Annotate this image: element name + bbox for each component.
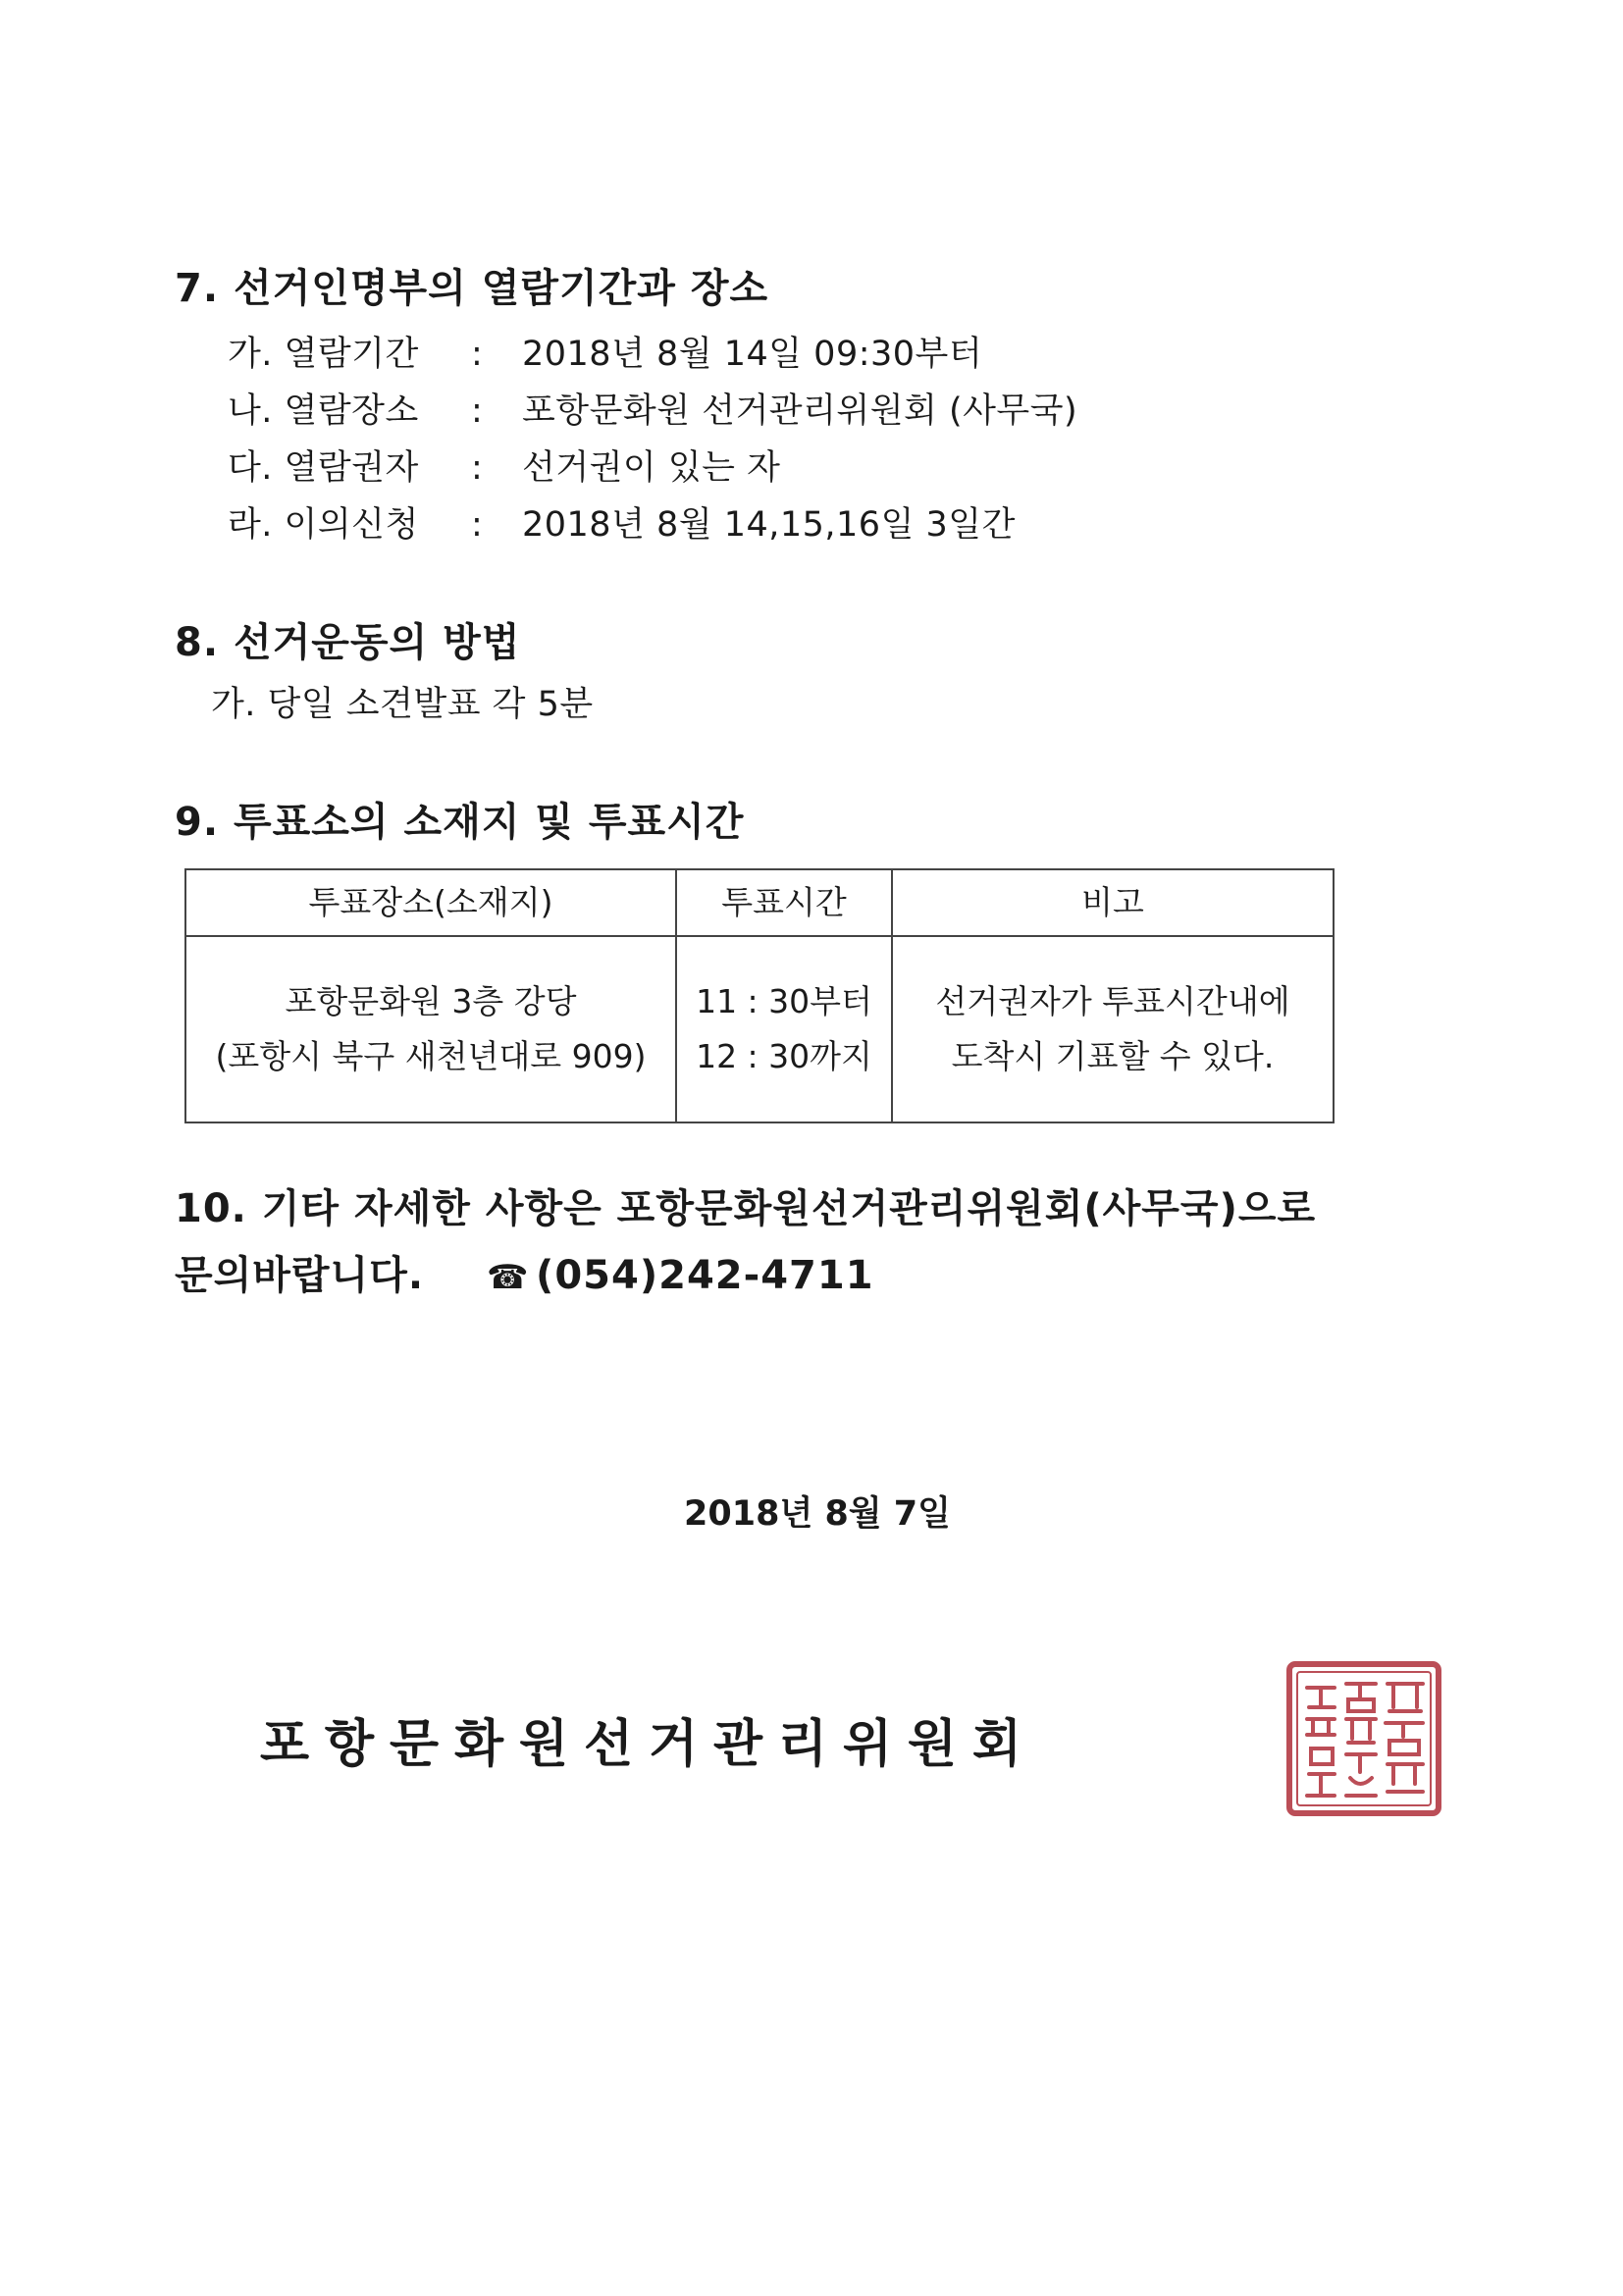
item-value: 2018년 8월 14일 09:30부터 [522,335,983,374]
item-separator: : [471,335,484,374]
item-separator: : [471,505,484,545]
place-line-1: 포항문화원 3층 강당 [285,982,577,1020]
document-date: 2018년 8월 7일 [684,1494,951,1534]
organization-char: 포 [259,1715,310,1774]
section-8-item: 가. 당일 소견발표 각 5분 [211,685,594,724]
organization-char: 회 [971,1715,1022,1774]
telephone-icon: ☎ [487,1258,530,1297]
header-place: 투표장소(소재지) [185,869,676,936]
official-seal-stamp [1283,1658,1444,1819]
item-term: 나. 열람장소 [228,391,419,431]
section-7-title: 7. 선거인명부의 열람기간과 장소 [175,266,769,311]
polling-table [184,868,1335,1123]
section-7-item-viewing-rights [228,441,780,490]
organization-char: 원 [518,1715,569,1774]
organization-char: 화 [453,1715,504,1774]
table-header-row [185,869,1334,936]
item-separator: : [471,391,484,431]
phone-number: (054)242-4711 [536,1253,874,1298]
organization-char: 선 [583,1715,634,1774]
section-8-title: 8. 선거운동의 방법 [175,620,521,665]
section-7-item-viewing-period [228,327,982,376]
organization-char: 거 [648,1715,699,1774]
contact-text: 문의바랍니다. [175,1253,425,1298]
time-line-1: 11 : 30부터 [696,982,872,1020]
section-10-line-1: 10. 기타 자세한 사항은 포항문화원선거관리위원회(사무국)으로 [175,1186,1317,1231]
section-7-item-objection [228,497,1016,547]
item-value: 포항문화원 선거관리위원회 (사무국) [522,391,1078,431]
cell-note [892,936,1334,1122]
cell-place [185,936,676,1122]
organization-char: 리 [777,1715,828,1774]
time-line-2: 12 : 30까지 [696,1037,872,1075]
item-value: 선거권이 있는 자 [522,448,781,488]
organization-char: 문 [389,1715,440,1774]
section-7-item-viewing-place [228,384,1077,433]
organization-char: 원 [907,1715,958,1774]
organization-name [253,1702,1030,1776]
organization-char: 항 [324,1715,375,1774]
item-value: 2018년 8월 14,15,16일 3일간 [522,505,1016,545]
cell-time [676,936,892,1122]
item-term: 가. 열람기간 [228,335,419,374]
header-note: 비고 [892,869,1334,936]
header-time: 투표시간 [676,869,892,936]
organization-char: 위 [842,1715,893,1774]
note-line-1: 선거권자가 투표시간내에 [935,982,1290,1020]
note-line-2: 도착시 기표할 수 있다. [951,1037,1275,1075]
table-row [185,936,1334,1122]
item-term: 다. 열람권자 [228,448,419,488]
item-term: 라. 이의신청 [228,505,419,545]
item-separator: : [471,448,484,488]
organization-char: 관 [712,1715,763,1774]
section-10-line-2 [175,1244,874,1300]
place-line-2: (포항시 북구 새천년대로 909) [215,1037,647,1075]
section-9-title: 9. 투표소의 소재지 및 투표시간 [175,800,745,845]
